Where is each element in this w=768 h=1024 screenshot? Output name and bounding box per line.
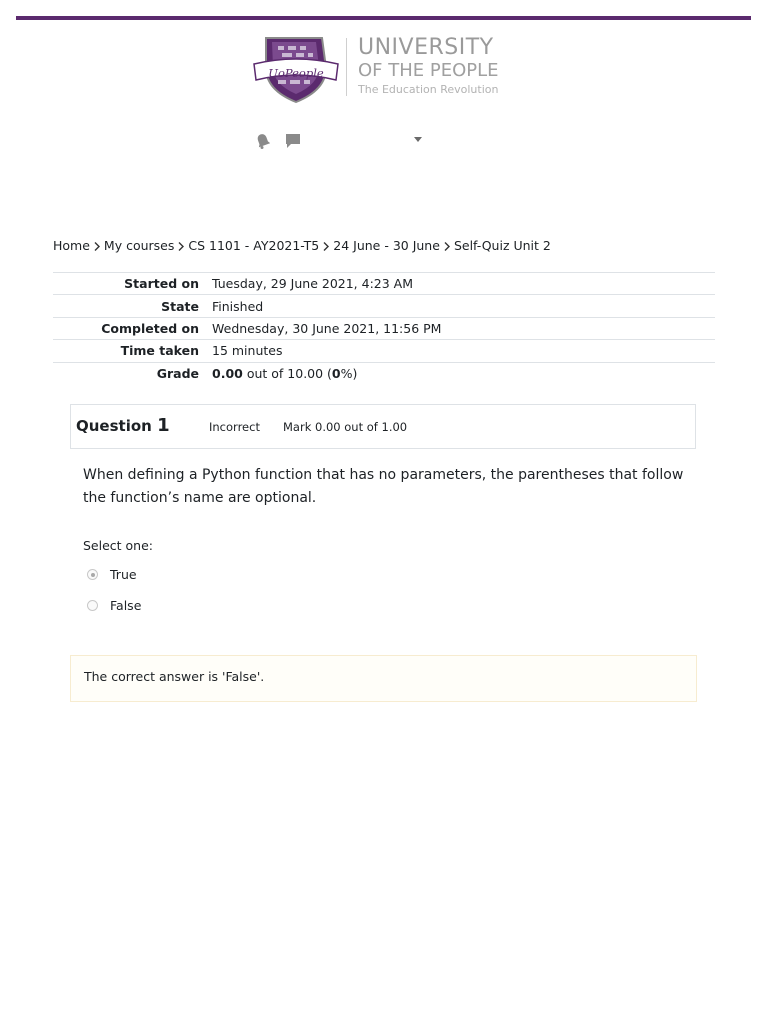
answer-option-true[interactable]	[87, 567, 137, 582]
breadcrumb-course[interactable]: CS 1101 - AY2021-T5	[188, 238, 320, 253]
question-label: Question	[76, 417, 152, 435]
logo-tagline: The Education Revolution	[358, 83, 499, 96]
summary-value: Tuesday, 29 June 2021, 4:23 AM	[212, 273, 715, 295]
logo-divider	[346, 38, 347, 96]
chevron-right-icon	[174, 239, 188, 252]
quiz-attempt-summary	[53, 272, 715, 384]
summary-value-grade	[212, 362, 715, 384]
logo-line-university: UNIVERSITY	[358, 35, 494, 60]
breadcrumb-my-courses[interactable]: My courses	[103, 238, 175, 253]
summary-value: 15 minutes	[212, 340, 715, 362]
summary-label: State	[53, 295, 212, 317]
top-accent-bar	[16, 16, 751, 20]
chevron-right-icon	[440, 239, 454, 252]
answer-feedback	[70, 655, 697, 702]
summary-row-grade	[53, 362, 715, 384]
summary-row-state	[53, 295, 715, 317]
grade-score: 0.00	[212, 366, 243, 381]
logo-badge-text: UoPeople	[268, 66, 324, 80]
breadcrumb	[53, 238, 551, 253]
chevron-right-icon	[319, 239, 333, 252]
answer-option-false[interactable]	[87, 598, 141, 613]
summary-label: Completed on	[53, 317, 212, 339]
correct-answer-text: The correct answer is 'False'.	[84, 669, 265, 684]
question-title	[76, 415, 170, 436]
radio-button-selected[interactable]	[87, 569, 98, 580]
site-logo[interactable]	[252, 34, 522, 104]
summary-label: Time taken	[53, 340, 212, 362]
grade-out-of: out of 10.00 (	[242, 366, 332, 381]
chat-icon[interactable]	[285, 133, 301, 149]
question-state: Incorrect	[209, 420, 260, 434]
summary-row-started-on	[53, 273, 715, 295]
grade-percent-suffix: %)	[340, 366, 358, 381]
question-mark: Mark 0.00 out of 1.00	[283, 420, 408, 434]
select-one-prompt: Select one:	[83, 538, 154, 553]
uopeople-shield-logo	[252, 34, 340, 104]
caret-down-icon[interactable]	[414, 137, 422, 143]
bell-icon[interactable]	[256, 133, 270, 149]
breadcrumb-home[interactable]: Home	[53, 238, 90, 253]
breadcrumb-quiz[interactable]: Self-Quiz Unit 2	[453, 238, 551, 253]
summary-label: Started on	[53, 273, 212, 295]
question-text: When defining a Python function that has no parameters, the parentheses that follow the function’s name are optional.	[83, 467, 684, 506]
top-nav-icons	[256, 131, 436, 151]
answer-option-label: True	[110, 567, 137, 582]
summary-value: Wednesday, 30 June 2021, 11:56 PM	[212, 317, 715, 339]
grade-percent: 0	[331, 366, 341, 381]
summary-label: Grade	[53, 362, 212, 384]
logo-line-of-the-people: OF THE PEOPLE	[358, 60, 499, 81]
radio-button[interactable]	[87, 600, 98, 611]
summary-value: Finished	[212, 295, 715, 317]
breadcrumb-week[interactable]: 24 June - 30 June	[333, 238, 440, 253]
summary-row-completed-on	[53, 317, 715, 339]
chevron-right-icon	[90, 239, 104, 252]
summary-row-time-taken	[53, 340, 715, 362]
question-info-box	[70, 404, 696, 449]
logo-wordmark	[358, 36, 499, 98]
question-number: 1	[157, 415, 170, 436]
answer-option-label: False	[110, 598, 142, 613]
